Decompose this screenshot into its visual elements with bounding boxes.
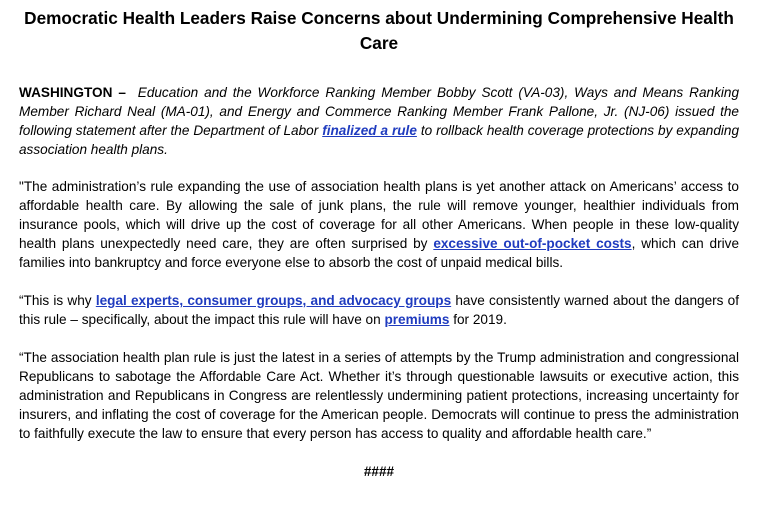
statement-2-text: “This is why [19, 293, 92, 308]
statement-1-text-end: , which can drive families into bankruptcy and force everyone else to absorb the cost of unpaid medical bills. [19, 236, 740, 270]
page-title: Democratic Health Leaders Raise Concerns about Undermining Comprehensive Health Care [24, 8, 734, 53]
dateline: WASHINGTON – [19, 85, 126, 100]
intro-paragraph [19, 83, 739, 159]
finalized-rule-link[interactable]: finalized a rule [322, 123, 417, 138]
statement-paragraph-3: “The association health plan rule is just the latest in a series of attempts by the Trump administration and congressional Republicans to sabotage the Affordable Care Act. Whether it’s through questionable lawsuits or executive action, this administration and Republicans in Congress are relentlessly undermining patient protections, increasing uncertainty for insurers, and inflating the cost of coverage for the American people. Democrats will continue to press the administration to faithfully execute the law to ensure that every person has access to quality and affordable health care.” [19, 350, 739, 441]
statement-paragraph-2 [19, 291, 739, 329]
out-of-pocket-costs-link[interactable]: excessive out-of-pocket costs [433, 236, 632, 251]
intro-text: Education and the Workforce Ranking Member Bobby Scott (VA-03), Ways and Means Ranking Member Richard Neal (MA-01), and Energy and Commerce Ranking Member Frank Pallone, Jr. (NJ-06) issued the following statement after the Department of Labor [19, 85, 740, 138]
statement-2-text-middle: have consistently warned about the dangers of this rule – specifically, about the impact this rule will have on [19, 293, 739, 327]
statement-1-text: "The administration’s rule expanding the use of association health plans is yet another attack on Americans’ access to affordable health care. By allowing the sale of junk plans, the rule will remove younger, healthier individuals from insurance pools, which will drive up the cost of coverage for all other Americans. When people in these low-quality health plans unexpectedly need care, they are often surprised by [19, 179, 739, 251]
premiums-link[interactable]: premiums [384, 312, 450, 327]
statement-2-text-end: for 2019. [453, 312, 507, 327]
intro-text-end: to rollback health coverage protections by expanding association health plans. [19, 123, 740, 157]
statement-paragraph-1 [19, 177, 739, 272]
end-mark: #### [363, 464, 395, 479]
legal-experts-link[interactable]: legal experts, consumer groups, and advocacy groups [95, 293, 452, 308]
